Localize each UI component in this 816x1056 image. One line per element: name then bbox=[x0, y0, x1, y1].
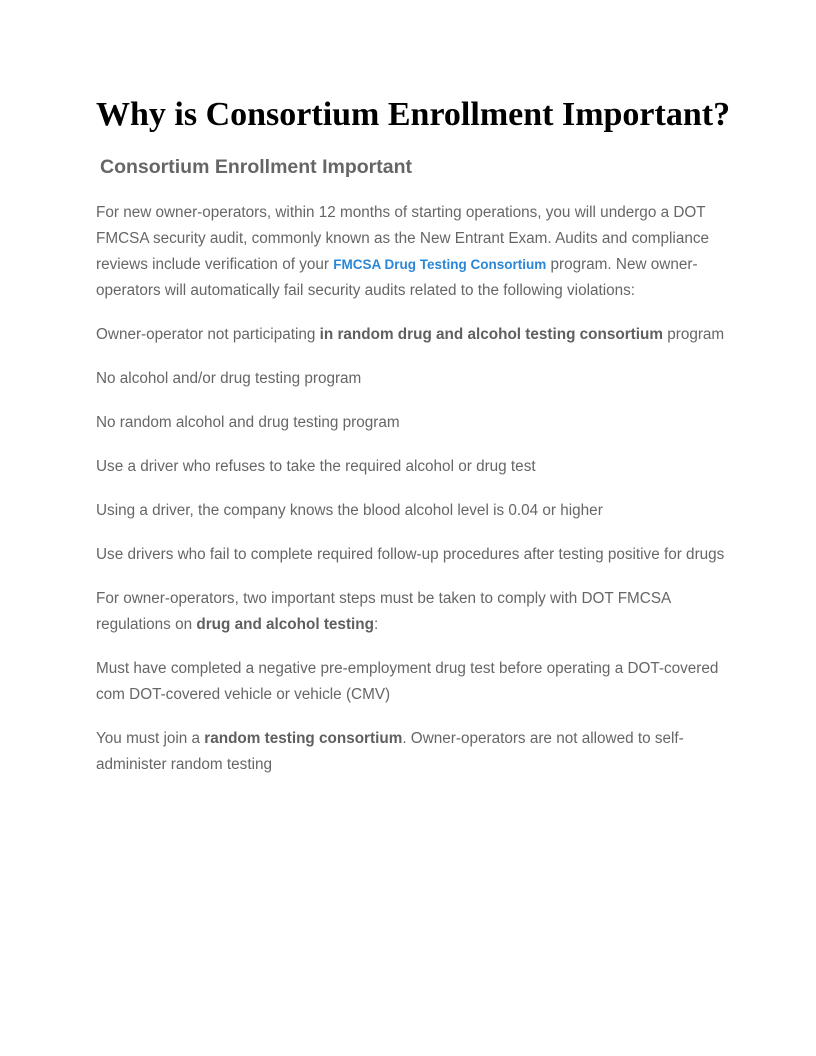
violation-item-1 bbox=[96, 322, 726, 348]
violation-item-6: Use drivers who fail to complete required follow-up procedures after testing positive for drugs bbox=[96, 546, 725, 563]
steps-intro-text: For owner-operators, two important steps must be taken to comply with DOT FMCSA regulations on bbox=[96, 590, 671, 633]
intro-text-before-link: For new owner-operators, within 12 months of starting operations, you will undergo a DOT FMCSA security audit, commonly known as the New Entrant Exam. Audits and compliance reviews include verification of your bbox=[96, 204, 709, 273]
intro-paragraph bbox=[96, 200, 726, 304]
violation-1-bold: in random drug and alcohol testing consortium bbox=[319, 326, 663, 343]
steps-intro-paragraph bbox=[96, 586, 726, 638]
step-2-text: You must join a bbox=[96, 730, 205, 747]
step-2-bold: random testing consortium bbox=[204, 730, 403, 747]
steps-intro-bold: drug and alcohol testing bbox=[196, 616, 374, 633]
step-2-text-end: . Owner-operators are not allowed to self-administer random testing bbox=[96, 730, 684, 773]
fmcsa-consortium-link[interactable]: FMCSA Drug Testing Consortium bbox=[333, 257, 547, 272]
violation-1-text-end: program bbox=[662, 326, 725, 343]
intro-text-after-link: program. New owner-operators will automatically fail security audits related to the following violations: bbox=[96, 256, 698, 299]
section-subtitle: Consortium Enrollment Important bbox=[100, 156, 412, 178]
page-title: Why is Consortium Enrollment Important? bbox=[96, 96, 731, 133]
violation-item-4: Use a driver who refuses to take the required alcohol or drug test bbox=[96, 458, 536, 475]
steps-intro-text-end: : bbox=[373, 616, 379, 633]
violation-item-2: No alcohol and/or drug testing program bbox=[96, 370, 362, 387]
violation-item-3: No random alcohol and drug testing program bbox=[96, 414, 400, 431]
document-page bbox=[96, 92, 731, 778]
step-item-2 bbox=[96, 726, 726, 778]
violation-item-5: Using a driver, the company knows the blood alcohol level is 0.04 or higher bbox=[96, 502, 603, 519]
violation-1-text: Owner-operator not participating bbox=[96, 326, 320, 343]
step-item-1: Must have completed a negative pre-employment drug test before operating a DOT-covered com DOT-covered vehicle or vehicle (CMV) bbox=[96, 660, 719, 703]
